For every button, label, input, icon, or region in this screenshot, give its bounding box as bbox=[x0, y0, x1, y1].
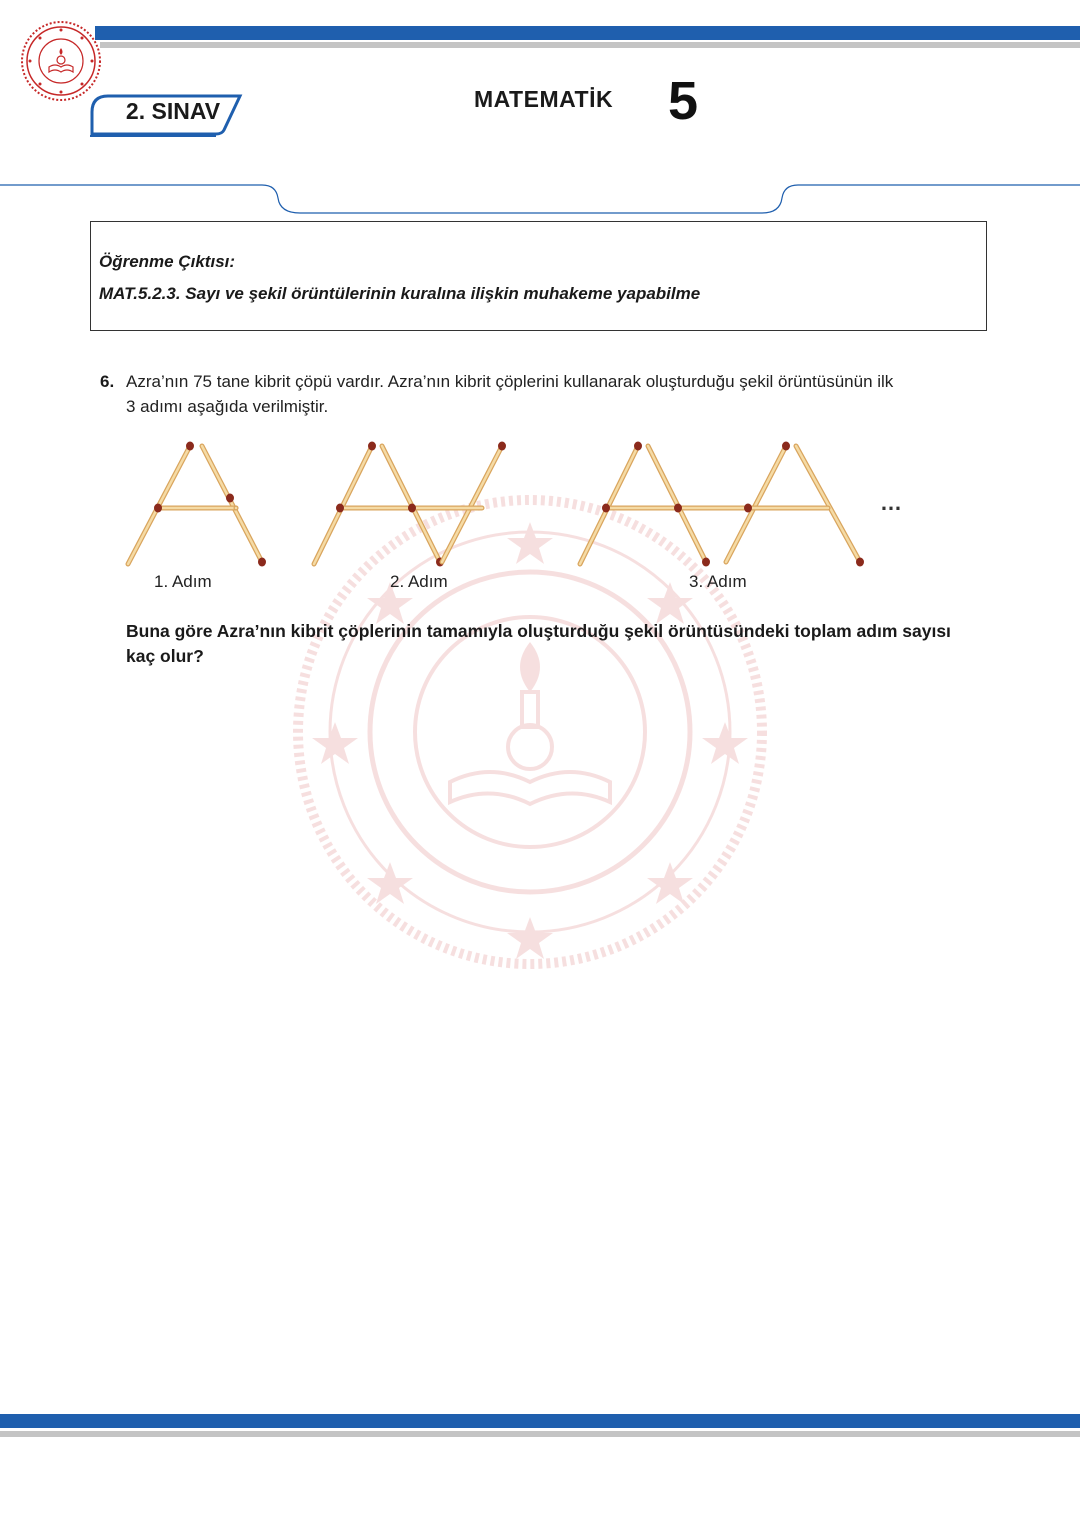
header-divider bbox=[0, 180, 1080, 220]
matchstick-head bbox=[744, 504, 752, 513]
learning-outcome-text: MAT.5.2.3. Sayı ve şekil örüntülerinin kuralına ilişkin muhakeme yapabilme bbox=[99, 284, 701, 303]
matchstick-head bbox=[856, 558, 864, 567]
matchstick-head bbox=[498, 442, 506, 451]
matchstick-head bbox=[782, 442, 790, 451]
matchstick-head bbox=[702, 558, 710, 567]
question-text-line1: Azra’nın 75 tane kibrit çöpü vardır. Azra’nın kibrit çöplerini kullanarak oluşturduğu şekil örüntüsünün ilk bbox=[126, 372, 894, 391]
subject-title: MATEMATİK bbox=[474, 86, 614, 112]
step-label-1: 1. Adım bbox=[154, 572, 212, 591]
question-number: 6. bbox=[100, 372, 115, 391]
matchstick-head bbox=[336, 504, 344, 513]
header-band bbox=[95, 26, 1080, 40]
matchstick-head bbox=[258, 558, 266, 567]
footer-band-gray bbox=[0, 1431, 1080, 1437]
matchstick-pattern-icon bbox=[120, 434, 920, 574]
learning-outcome-box bbox=[90, 221, 987, 331]
question-text-line2: 3 adımı aşağıda verilmiştir. bbox=[126, 397, 329, 416]
pattern-continuation: … bbox=[880, 490, 903, 515]
matchstick-head bbox=[634, 442, 642, 451]
step-label-3: 3. Adım bbox=[689, 572, 747, 591]
question-prompt-line2: kaç olur? bbox=[126, 646, 204, 666]
matchstick-head bbox=[368, 442, 376, 451]
header-band-gray bbox=[100, 42, 1080, 48]
learning-outcome-title: Öğrenme Çıktısı: bbox=[99, 252, 236, 271]
matchstick-head bbox=[154, 504, 162, 513]
exam-label: 2. SINAV bbox=[125, 98, 221, 124]
matchstick-head bbox=[226, 494, 234, 503]
matchstick-head bbox=[602, 504, 610, 513]
footer-band bbox=[0, 1414, 1080, 1428]
grade-number: 5 bbox=[668, 71, 699, 131]
question-prompt-line1: Buna göre Azra’nın kibrit çöplerinin tamamıyla oluşturduğu şekil örüntüsündeki toplam adım sayısı bbox=[126, 621, 951, 641]
step-label-2: 2. Adım bbox=[390, 572, 448, 591]
matchstick-head bbox=[674, 504, 682, 513]
matchstick-head bbox=[408, 504, 416, 513]
matchstick-head bbox=[186, 442, 194, 451]
